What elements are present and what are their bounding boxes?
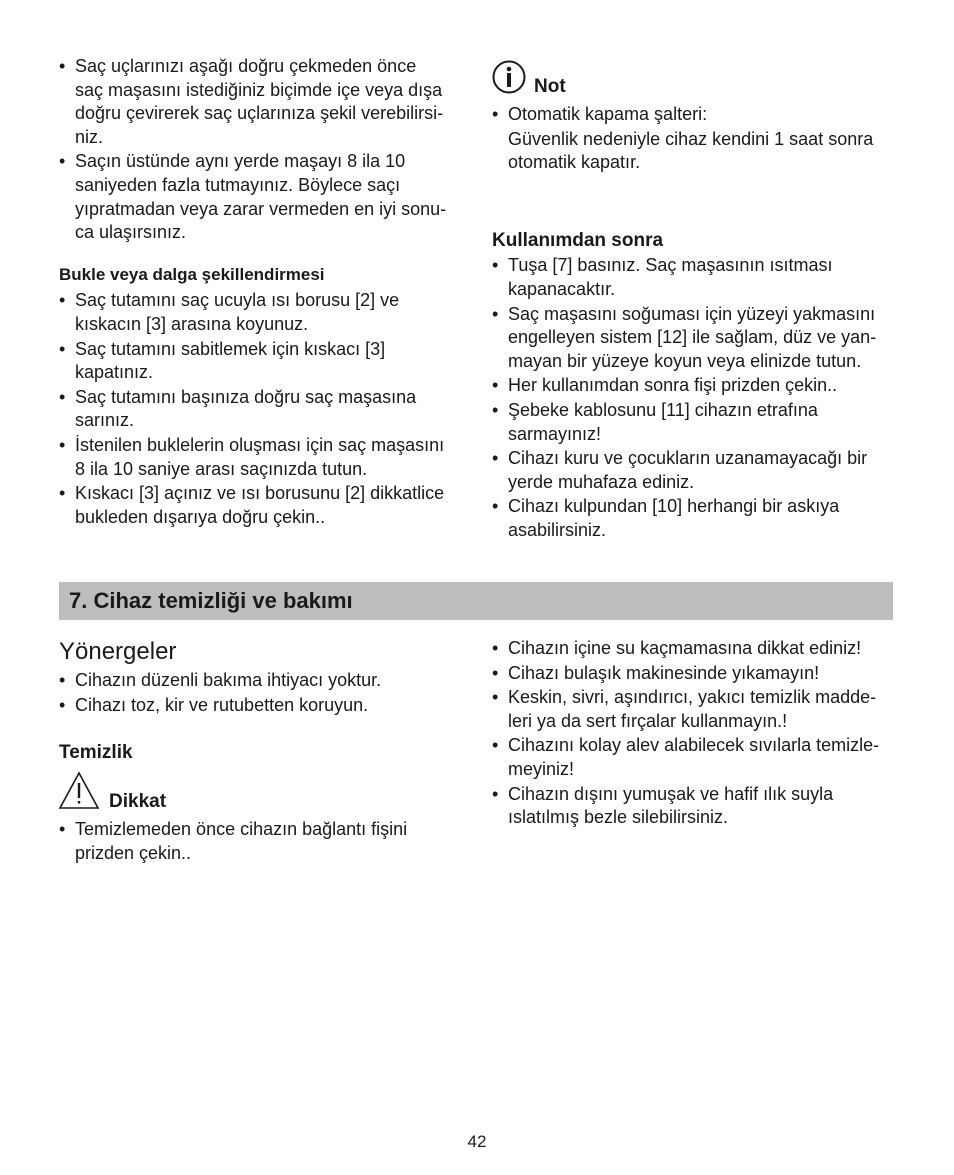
list-item: • Otomatik kapama şalteri:	[492, 103, 902, 127]
hair-tips-list	[59, 55, 469, 245]
list-item: • Keskin, sivri, aşındırıcı, yakıcı temizlik madde- leri ya da sert fırçalar kullanmayın.!	[492, 686, 902, 733]
list-item: • Saç uçlarınızı aşağı doğru çekmeden önce saç maşasını istediğiniz biçimde içe veya dışa doğru çevirerek saç uçlarınıza şekil verebilirsi- niz.	[59, 55, 469, 149]
warning-content	[59, 818, 469, 866]
list-item: • Cihazın dışını yumuşak ve hafif ılık suyla ıslatılmış bezle silebilirsiniz.	[492, 783, 902, 830]
cleaning-heading: Temizlik	[59, 742, 133, 764]
left-column-bottom	[59, 638, 469, 765]
guidelines-heading: Yönergeler	[59, 638, 177, 665]
note-text: Güvenlik nedeniyle cihaz kendini 1 saat sonra otomatik kapatır.	[508, 128, 874, 173]
info-icon	[492, 60, 526, 94]
curl-steps-list	[59, 289, 469, 529]
list-item: • Saç tutamını saç ucuyla ısı borusu [2] ve kıskacın [3] arasına koyunuz.	[59, 289, 469, 336]
section-title: 7. Cihaz temizliği ve bakımı	[69, 588, 353, 613]
cleaning-rules-list	[492, 637, 902, 830]
list-item: • Kıskacı [3] açınız ve ısı borusunu [2] dikkatlice bukleden dışarıya doğru çekin..	[59, 482, 469, 529]
page-number: 42	[467, 1132, 487, 1151]
guidelines-list	[59, 669, 469, 717]
list-item: • Saçın üstünde aynı yerde maşayı 8 ila 10 saniyeden fazla tutmayınız. Böylece saçı yıpratmadan veya zarar vermeden en iyi sonu- ca ulaşırsınız.	[59, 150, 469, 244]
after-use-heading: Kullanımdan sonra	[492, 229, 664, 251]
list-item: • Cihazı bulaşık makinesinde yıkamayın!	[492, 662, 902, 686]
list-item: • Saç maşasını soğuması için yüzeyi yakmasını engelleyen sistem [12] ile sağlam, düz ve yan- mayan bir yüzeye koyun veya elinizde tutun.	[492, 303, 902, 374]
list-item: • Cihazın düzenli bakıma ihtiyacı yoktur.	[59, 669, 469, 693]
warning-triangle-icon	[58, 771, 100, 811]
list-item: • Cihazı kuru ve çocukların uzanamayacağı bir yerde muhafaza ediniz.	[492, 447, 902, 494]
right-column-bottom	[492, 637, 902, 831]
right-column-top	[492, 103, 902, 544]
after-use-list	[492, 254, 902, 542]
list-item: • Tuşa [7] basınız. Saç maşasının ısıtması kapanacaktır.	[492, 254, 902, 301]
list-item: • Şebeke kablosunu [11] cihazın etrafına sarmayınız!	[492, 399, 902, 446]
list-item: • Saç tutamını başınıza doğru saç maşasına sarınız.	[59, 386, 469, 433]
list-item: • Cihazını kolay alev alabilecek sıvılarla temizle- meyiniz!	[492, 734, 902, 781]
list-item: • Saç tutamını sabitlemek için kıskacı [3] kapatınız.	[59, 338, 469, 385]
note-list	[492, 103, 902, 127]
note-label: Not	[534, 76, 566, 97]
list-item: • Cihazın içine su kaçmamasına dikkat ediniz!	[492, 637, 902, 661]
list-item: • Temizlemeden önce cihazın bağlantı fişini prizden çekin..	[59, 818, 469, 865]
list-item: • İstenilen buklelerin oluşması için saç maşasını 8 ila 10 saniye arası saçınızda tutun.	[59, 434, 469, 481]
section-header-bar	[59, 582, 893, 620]
warning-list	[59, 818, 469, 865]
curl-heading: Bukle veya dalga şekillendirmesi	[59, 264, 325, 284]
list-item: • Cihazı toz, kir ve rutubetten koruyun.	[59, 694, 469, 718]
left-column-top	[59, 55, 469, 530]
warning-label: Dikkat	[109, 791, 167, 812]
list-item: • Her kullanımdan sonra fişi prizden çekin..	[492, 374, 902, 398]
list-item: • Cihazı kulpundan [10] herhangi bir askıya asabilirsiniz.	[492, 495, 902, 542]
